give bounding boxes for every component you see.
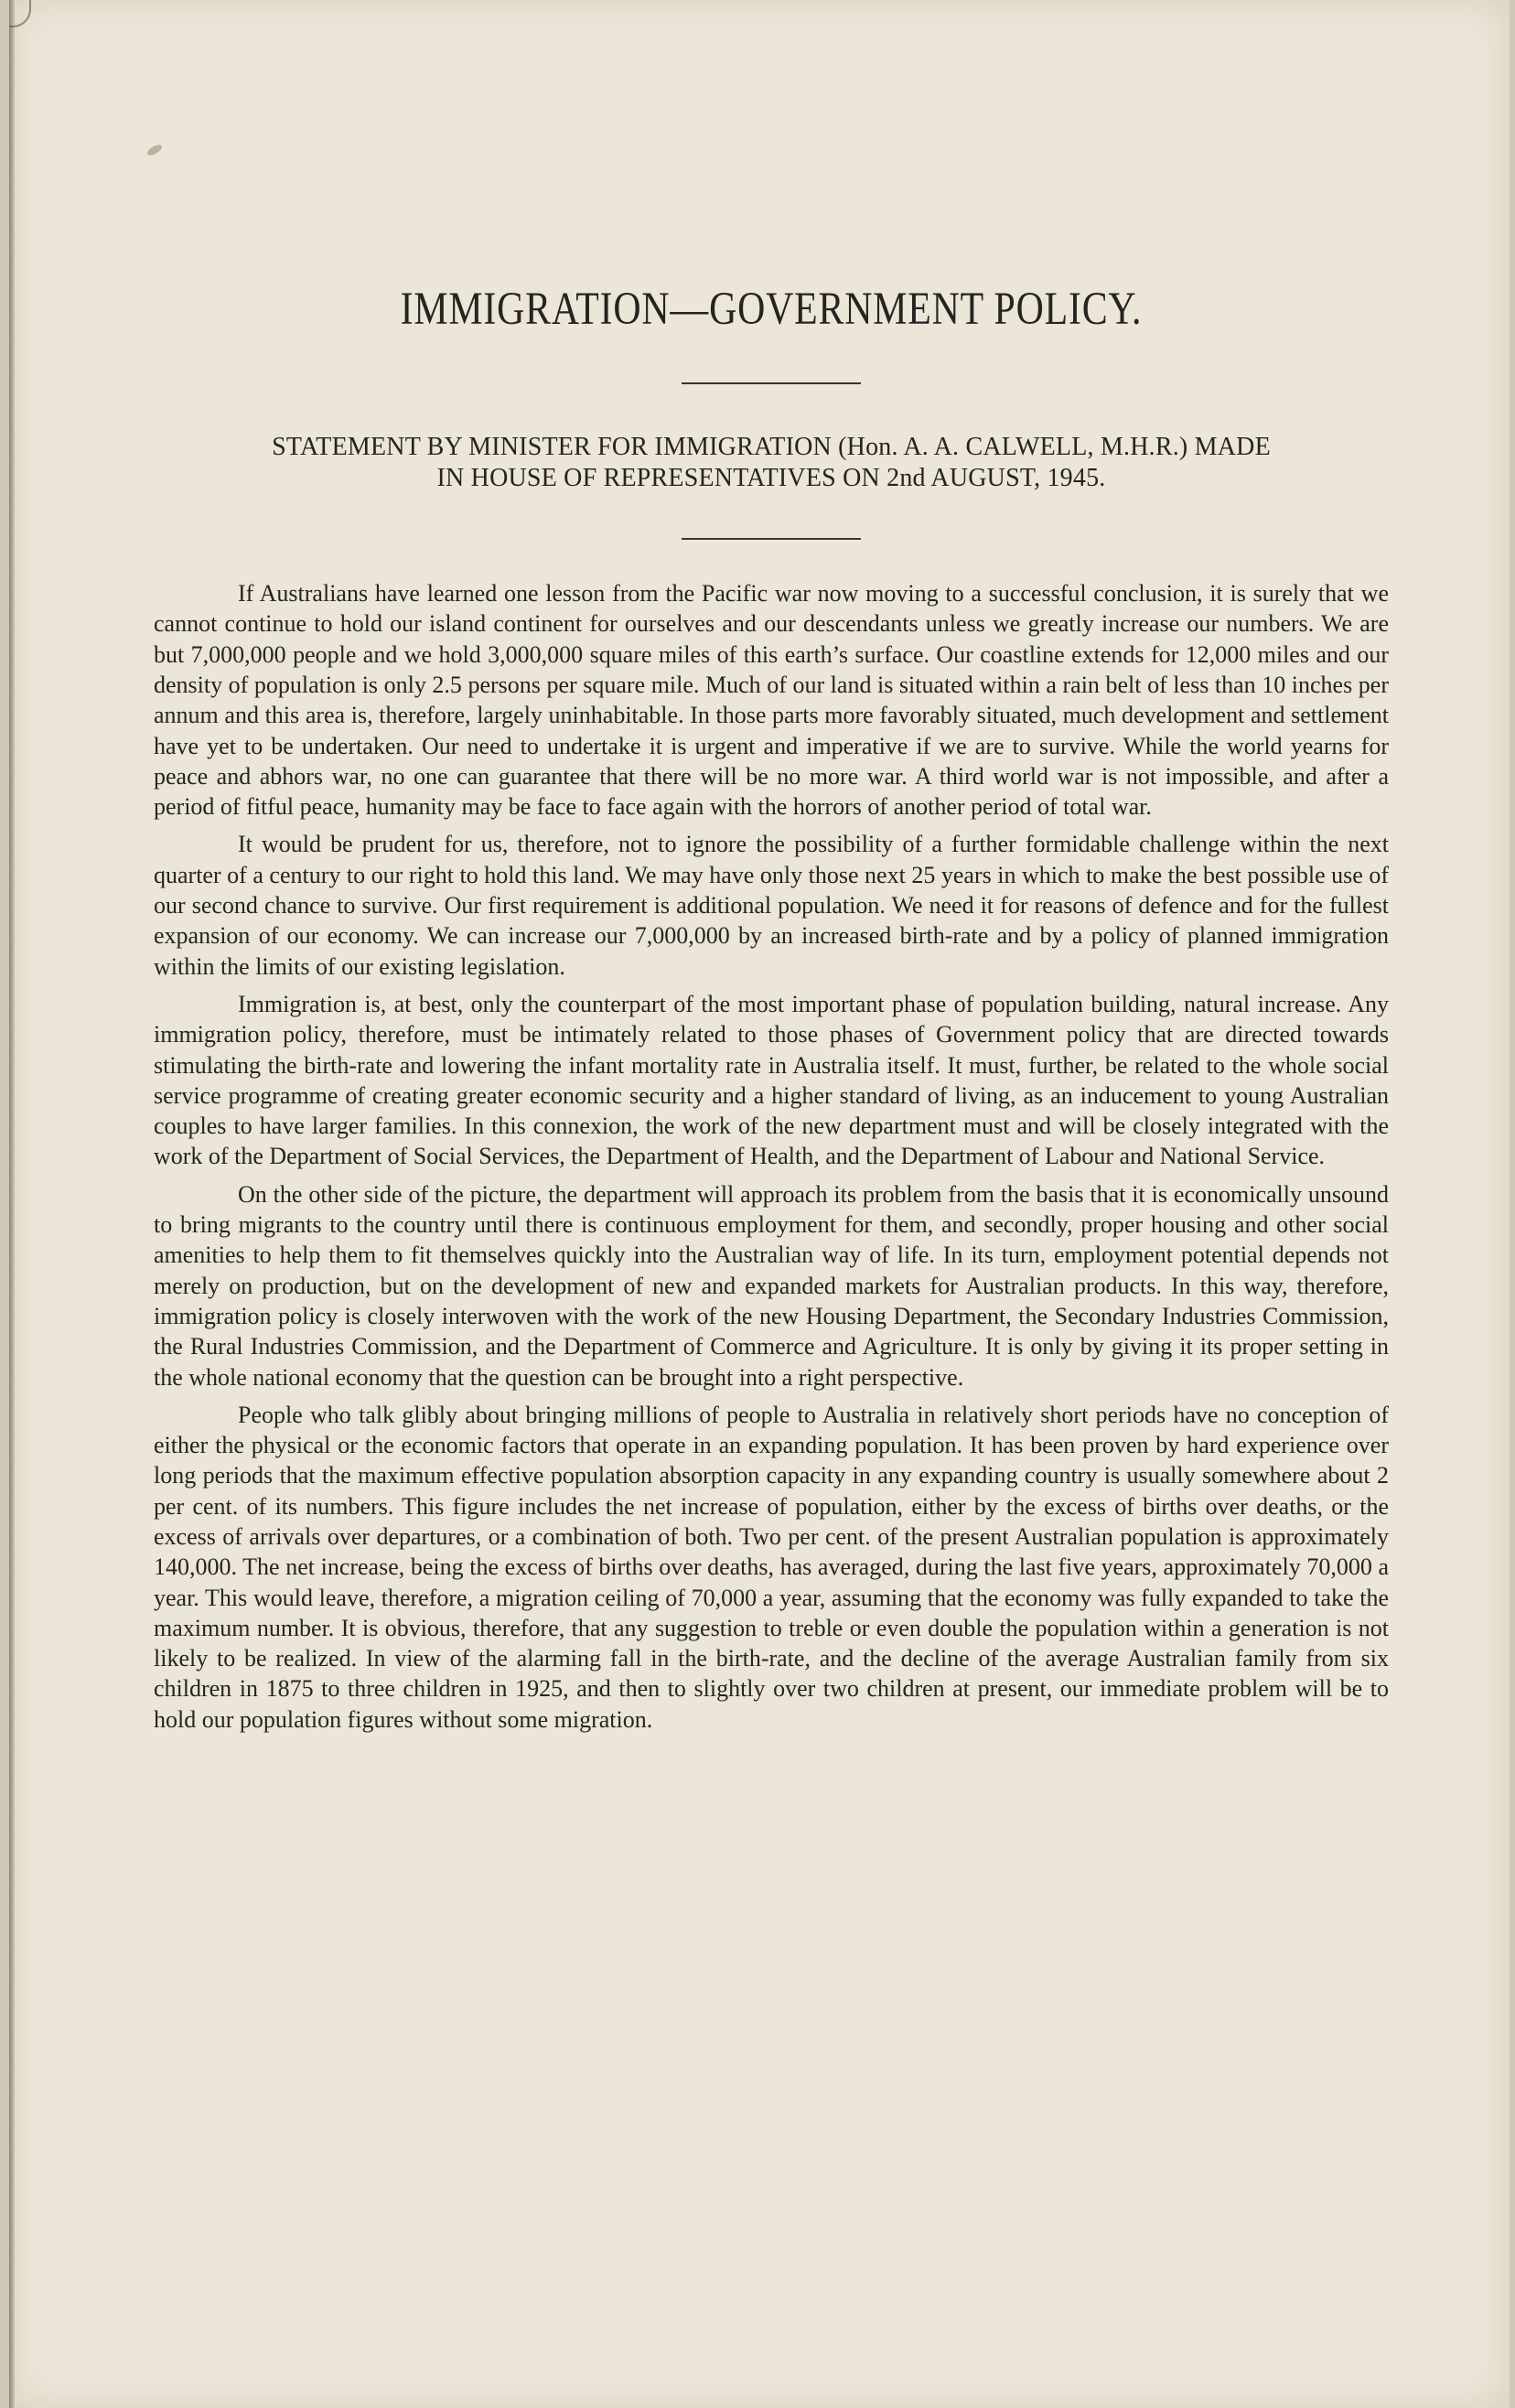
document-content [154,284,1389,1742]
title-divider [682,382,861,384]
document-subtitle [154,432,1389,494]
paragraph-2: It would be prudent for us, therefore, not to ignore the possibility of a further formidable challenge within the next quarter of a century to our right to hold this land. We may have only those next 25 years in which to make the best possible use of our second chance to survive. Our first requirement is additional population. We need it for reasons of defence and for the fullest expansion of our economy. We can increase our 7,000,000 by an increased birth-rate and by a policy of planned immigration within the limits of our existing legislation. [154,831,1389,980]
subtitle-line-2: IN HOUSE OF REPRESENTATIVES ON 2nd AUGUST, 1945. [436,464,1106,493]
page-corner-mark [9,0,31,27]
paragraph-5: People who talk glibly about bringing millions of people to Australia in relatively short periods have no conception of either the physical or the economic factors that operate in an expanding population. It has been proven by hard experience over long periods that the maximum effective population absorption capacity in any expanding country is usually somewhere about 2 per cent. of its numbers. This figure includes the net increase of population, either by the excess of births over deaths, or the excess of arrivals over departures, or a combination of both. Two per cent. of the present Australian population is approximately 140,000. The net increase, being the excess of births over deaths, has averaged, during the last five years, approximately 70,000 a year. This would leave, therefore, a migration ceiling of 70,000 a year, assuming that the economy was fully expanded to take the maximum number. It is obvious, therefore, that any suggestion to treble or even double the population within a generation is not likely to be realized. In view of the alarming fall in the birth-rate, and the decline of the average Australian family from six children in 1875 to three children in 1925, and then to slightly over two children at present, our immediate problem will be to hold our population figures without some migration. [154,1401,1389,1733]
document-body [154,578,1389,1735]
document-title: IMMIGRATION—GOVERNMENT POLICY. [400,284,1143,335]
page-smudge [145,143,164,157]
subtitle-divider [682,538,861,540]
paragraph-3: Immigration is, at best, only the counterpart of the most important phase of population building, natural increase. Any immigration policy, therefore, must be intimately related to those phases of Government policy that are directed towards stimulating the birth-rate and lowering the infant mortality rate in Australia itself. It must, further, be related to the whole social service programme of creating greater economic security and a higher standard of living, as an inducement to young Australian couples to have larger families. In this connexion, the work of the new department must and will be closely integrated with the work of the Department of Social Services, the Department of Health, and the Department of Labour and National Service. [154,990,1389,1170]
document-page [9,0,1510,2408]
page-edge [9,0,15,2408]
subtitle-line-1: STATEMENT BY MINISTER FOR IMMIGRATION (Hon. A. A. CALWELL, M.H.R.) MADE [272,433,1271,462]
paragraph-1: If Australians have learned one lesson from the Pacific war now moving to a successful conclusion, it is surely that we cannot continue to hold our island continent for ourselves and our descendants unless we greatly increase our numbers. We are but 7,000,000 people and we hold 3,000,000 square miles of this earth’s surface. Our coastline extends for 12,000 miles and our density of population is only 2.5 persons per square mile. Much of our land is situated within a rain belt of less than 10 inches per annum and this area is, therefore, largely uninhabitable. In those parts more favorably situated, much development and settlement have yet to be undertaken. Our need to undertake it is urgent and imperative if we are to survive. While the world yearns for peace and abhors war, no one can guarantee that there will be no more war. A third world war is not impossible, and after a period of fitful peace, humanity may be face to face again with the horrors of another period of total war. [154,580,1389,821]
paragraph-4: On the other side of the picture, the department will approach its problem from the basis that it is economically unsound to bring migrants to the country until there is continuous employment for them, and secondly, proper housing and other social amenities to help them to fit themselves quickly into the Australian way of life. In its turn, employment potential depends not merely on production, but on the development of new and expanded markets for Australian products. In this way, therefore, immigration policy is closely interwoven with the work of the new Housing Department, the Secondary Industries Commission, the Rural Industries Commission, and the Department of Commerce and Agriculture. It is only by giving it its proper setting in the whole national economy that the question can be brought into a right perspective. [154,1180,1389,1391]
